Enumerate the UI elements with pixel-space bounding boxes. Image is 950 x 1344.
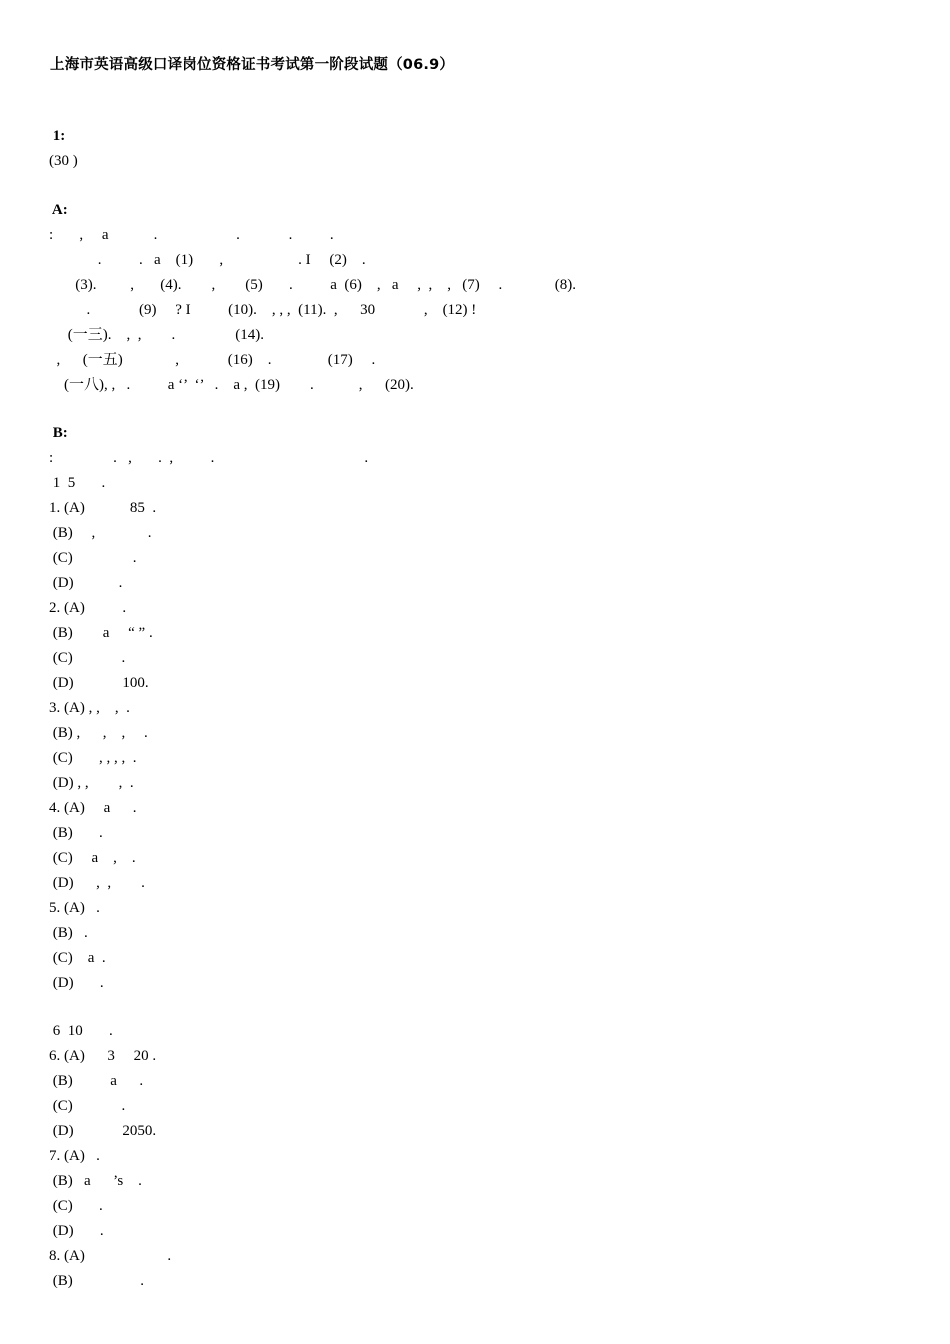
question-option: (C) a .: [49, 950, 106, 966]
question-option: (D) .: [49, 1223, 104, 1239]
passage-line: . (9) ? I (10). , , , (11). , 30 , (12) !: [49, 302, 477, 318]
question-option: (D) 100.: [49, 675, 149, 691]
question-option: (C) .: [49, 1098, 126, 1114]
question-option: 1. (A) 85 .: [49, 500, 157, 516]
question-option: (B) .: [49, 1273, 144, 1289]
question-option: (C) .: [49, 1198, 103, 1214]
question-option: 5. (A) .: [49, 900, 100, 916]
passage-line: , (一五) , (16) . (17) .: [49, 352, 376, 368]
question-option: (C) .: [49, 550, 137, 566]
question-option: (B) a ’s .: [49, 1173, 142, 1189]
question-option: (D) 2050.: [49, 1123, 157, 1139]
passage-line: (3). , (4). , (5) . a (6) , a , , , (7) . (8).: [49, 277, 577, 293]
question-option: 7. (A) .: [49, 1148, 100, 1164]
question-option: (C) , , , , .: [49, 750, 137, 766]
passage-line: (一八), , . a ‘’ ‘’ . a , (19) . , (20).: [49, 377, 414, 393]
question-option: 6. (A) 3 20 .: [49, 1048, 157, 1064]
question-option: 2. (A) .: [49, 600, 127, 616]
section-1-points: (30 ): [49, 153, 78, 169]
passage-line: . . a (1) , . I (2) .: [49, 252, 366, 268]
question-option: (D) , , , .: [49, 775, 134, 791]
question-option: 4. (A) a .: [49, 800, 137, 816]
question-option: (D) , , .: [49, 875, 145, 891]
passage-line: (一三). , , . (14).: [49, 327, 264, 343]
question-option: (B) .: [49, 925, 88, 941]
section-1-heading: 1:: [49, 128, 66, 144]
part-a-heading: A:: [49, 202, 68, 218]
questions-1-5-note: 1 5 .: [49, 475, 106, 491]
question-option: (B) a .: [49, 1073, 144, 1089]
passage-line: : , a . . . .: [49, 227, 334, 243]
question-option: (D) .: [49, 575, 123, 591]
question-option: (B) a “ ” .: [49, 625, 153, 641]
question-option: (C) .: [49, 650, 126, 666]
question-option: (B) , .: [49, 525, 152, 541]
questions-6-10-note: 6 10 .: [49, 1023, 113, 1039]
question-option: 3. (A) , , , .: [49, 700, 130, 716]
question-option: (D) .: [49, 975, 104, 991]
part-b-directions: : . , . , . .: [49, 450, 369, 466]
document-title: 上海市英语高级口译岗位资格证书考试第一阶段试题（06.9）: [50, 57, 455, 73]
question-option: (B) .: [49, 825, 103, 841]
part-b-heading: B:: [49, 425, 68, 441]
question-option: (B) , , , .: [49, 725, 148, 741]
question-option: (C) a , .: [49, 850, 136, 866]
question-option: 8. (A) .: [49, 1248, 172, 1264]
